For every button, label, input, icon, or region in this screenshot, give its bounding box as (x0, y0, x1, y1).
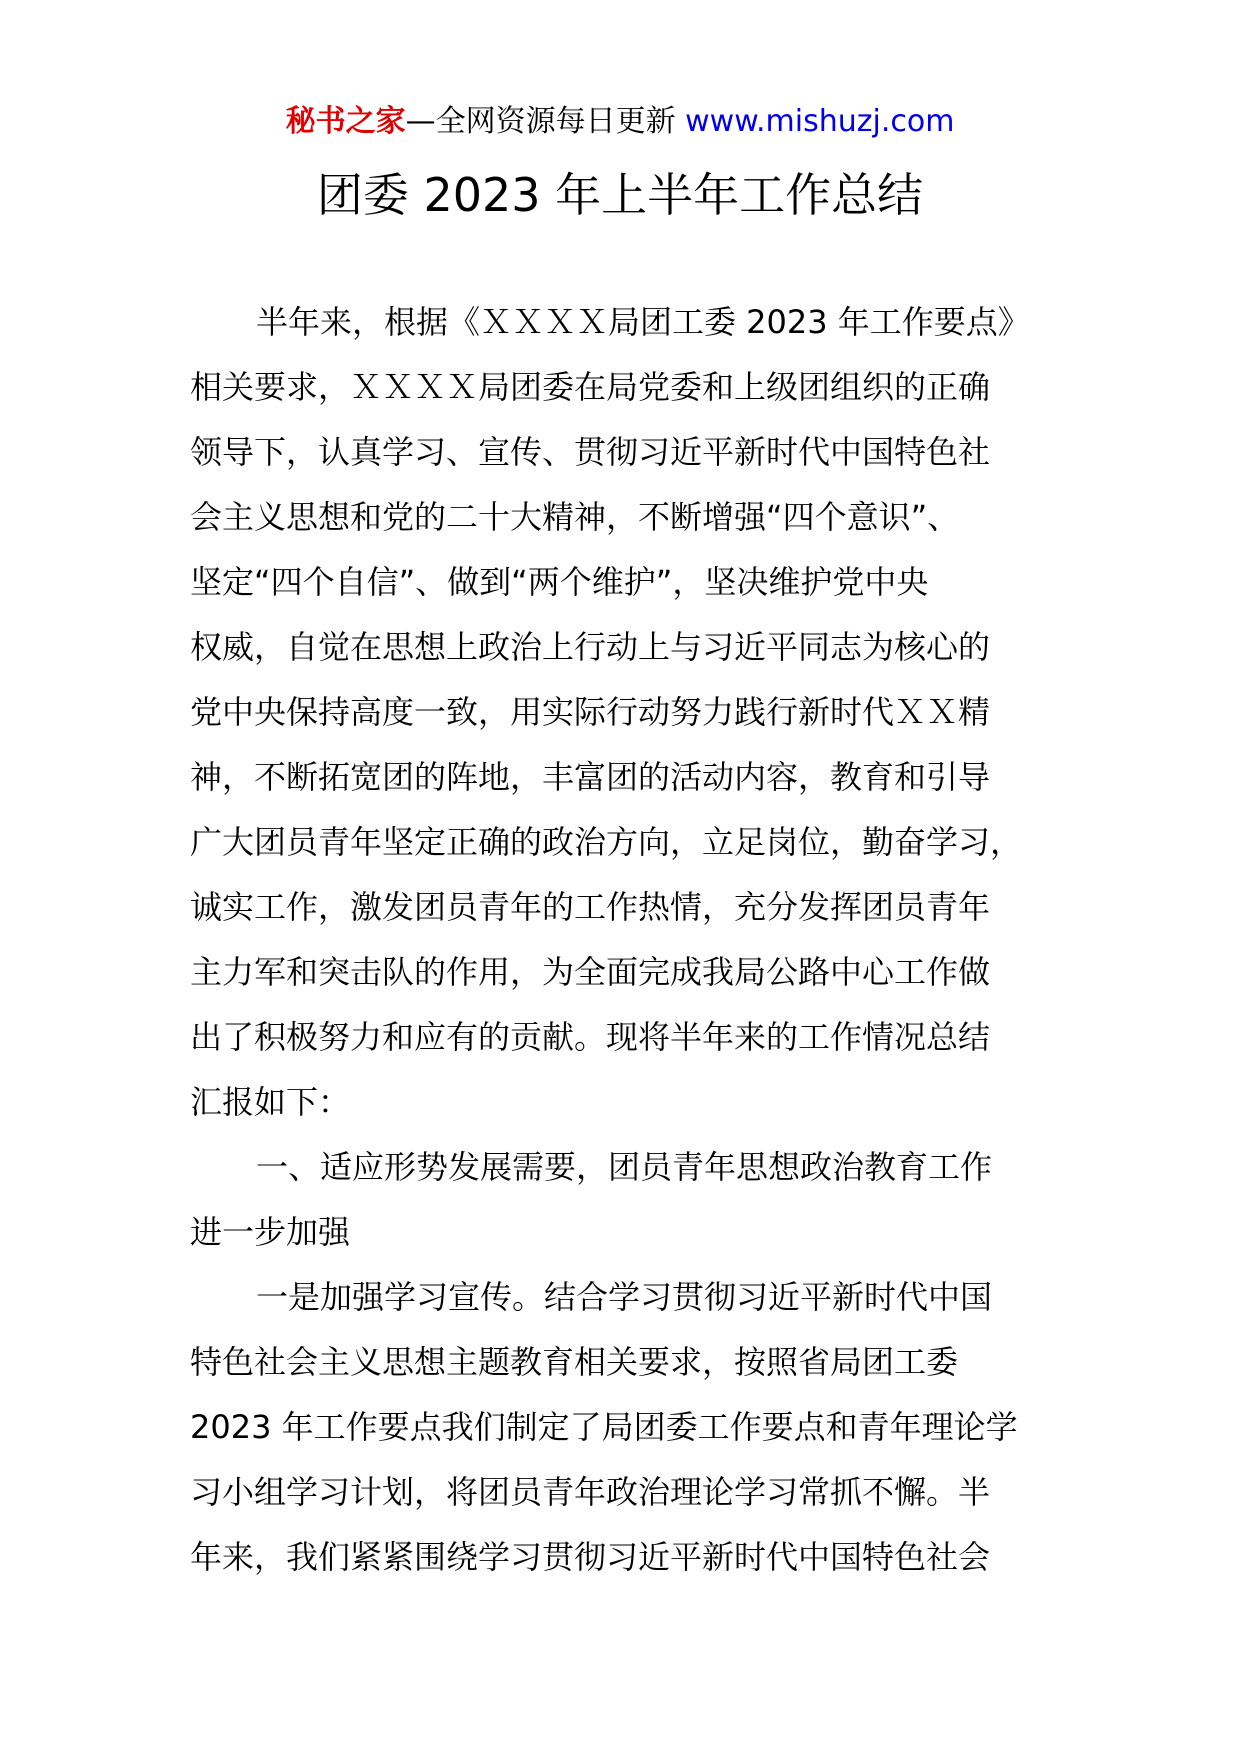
paragraph-line: 权威，自觉在思想上政治上行动上与习近平同志为核心的 (190, 628, 991, 666)
paragraph-line: 一是加强学习宣传。结合学习贯彻习近平新时代中国 (256, 1278, 993, 1316)
paragraph-line: 坚定“四个自信”、做到“两个维护”，坚决维护党中央 (190, 563, 929, 601)
paragraph-line: 出了积极努力和应有的贡献。现将半年来的工作情况总结 (190, 1018, 991, 1056)
website-link[interactable]: www.mishuzj.com (685, 104, 955, 139)
section-heading-line: 一、适应形势发展需要，团员青年思想政治教育工作 (256, 1148, 993, 1186)
header-slogan: —全网资源每日更新 (405, 104, 686, 139)
paragraph-line: 领导下，认真学习、宣传、贯彻习近平新时代中国特色社 (190, 433, 991, 471)
paragraph-line: 汇报如下： (190, 1083, 351, 1121)
paragraph-line: 习小组学习计划，将团员青年政治理论学习常抓不懈。半 (190, 1473, 991, 1511)
document-title: 团委 2023 年上半年工作总结 (316, 168, 924, 222)
paragraph-line: 主力军和突击队的作用，为全面完成我局公路中心工作做 (190, 953, 991, 991)
paragraph-line: 广大团员青年坚定正确的政治方向，立足岗位，勤奋学习， (190, 823, 1023, 861)
brand-name: 秘书之家 (285, 104, 406, 139)
paragraph-line: 相关要求，ＸＸＸＸ局团委在局党委和上级团组织的正确 (190, 368, 991, 406)
paragraph-line: 神，不断拓宽团的阵地，丰富团的活动内容，教育和引导 (190, 758, 991, 796)
paragraph-line: 党中央保持高度一致，用实际行动努力践行新时代ＸＸ精 (190, 693, 991, 731)
paragraph-line: 半年来，根据《ＸＸＸＸ局团工委 2023 年工作要点》 (256, 303, 1030, 341)
section-heading-line: 进一步加强 (190, 1213, 351, 1251)
document-body (190, 290, 1050, 1590)
site-header (0, 100, 1240, 144)
paragraph-line: 2023 年工作要点我们制定了局团委工作要点和青年理论学 (190, 1408, 1018, 1446)
paragraph-line: 诚实工作，激发团员青年的工作热情，充分发挥团员青年 (190, 888, 991, 926)
paragraph-line: 年来，我们紧紧围绕学习贯彻习近平新时代中国特色社会 (190, 1538, 991, 1576)
paragraph-line: 特色社会主义思想主题教育相关要求，按照省局团工委 (190, 1343, 959, 1381)
paragraph-line: 会主义思想和党的二十大精神，不断增强“四个意识”、 (190, 498, 960, 536)
